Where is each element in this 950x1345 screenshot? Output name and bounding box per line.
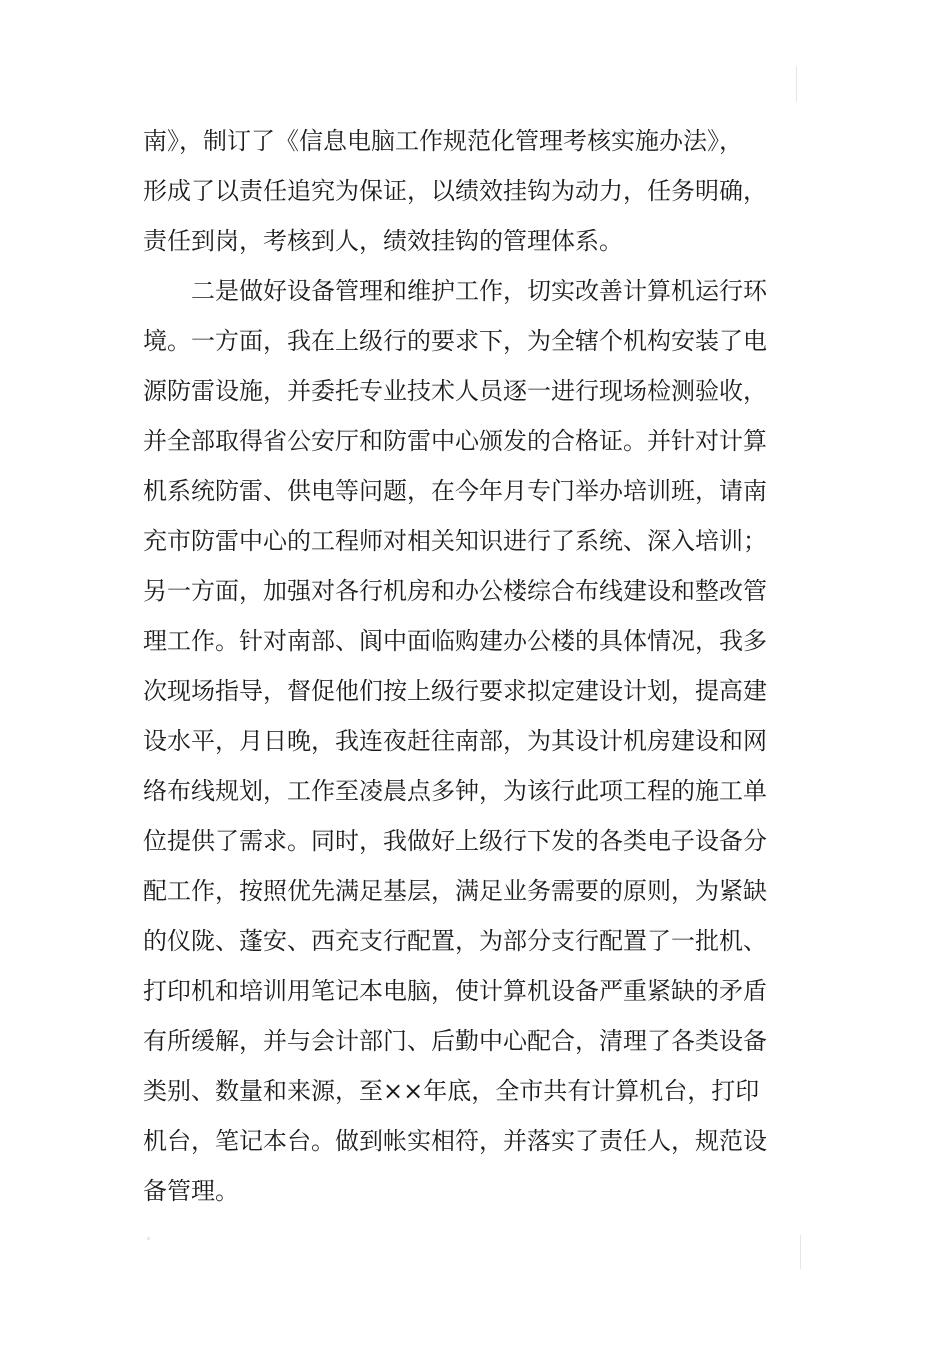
text-line: 南》，制订了《信息电脑工作规范化管理考核实施办法》， [143,127,743,155]
text-line: 的仪陇、蓬安、西充支行配置，为部分支行配置了一批机、 [143,927,767,955]
page-dot-mark [147,1237,150,1240]
page-edge-mark [800,1235,801,1269]
text-line: 源防雷设施，并委托专业技术人员逐一进行现场检测验收， [143,377,767,405]
text-line: 责任到岗，考核到人，绩效挂钩的管理体系。 [143,227,623,255]
text-line: 类别、数量和来源，至××年底，全市共有计算机台，打印 [143,1077,760,1105]
text-line: 充市防雷中心的工程师对相关知识进行了系统、深入培训； [143,527,767,555]
text-line: 境。一方面，我在上级行的要求下，为全辖个机构安装了电 [143,327,767,355]
text-line: 次现场指导，督促他们按上级行要求拟定建设计划，提高建 [143,677,767,705]
text-line: 理工作。针对南部、阆中面临购建办公楼的具体情况，我多 [143,627,767,655]
paragraph-start-line: 二是做好设备管理和维护工作，切实改善计算机运行环 [143,277,767,305]
text-line: 另一方面，加强对各行机房和办公楼综合布线建设和整改管 [143,577,767,605]
text-line: 配工作，按照优先满足基层，满足业务需要的原则，为紧缺 [143,877,767,905]
text-line: 打印机和培训用笔记本电脑，使计算机设备严重紧缺的矛盾 [143,977,767,1005]
page-edge-mark [796,66,797,102]
text-line: 有所缓解，并与会计部门、后勤中心配合，清理了各类设备 [143,1027,767,1055]
text-line: 机台，笔记本台。做到帐实相符，并落实了责任人，规范设 [143,1127,767,1155]
text-line: 并全部取得省公安厅和防雷中心颁发的合格证。并针对计算 [143,427,767,455]
text-line: 机系统防雷、供电等问题，在今年月专门举办培训班，请南 [143,477,767,505]
text-line: 设水平，月日晚，我连夜赶往南部，为其设计机房建设和网 [143,727,767,755]
body-text [143,116,767,1216]
text-line: 位提供了需求。同时，我做好上级行下发的各类电子设备分 [143,827,767,855]
text-line: 备管理。 [143,1177,239,1205]
text-line: 形成了以责任追究为保证，以绩效挂钩为动力，任务明确， [143,177,767,205]
text-line: 络布线规划，工作至凌晨点多钟，为该行此项工程的施工单 [143,777,767,805]
